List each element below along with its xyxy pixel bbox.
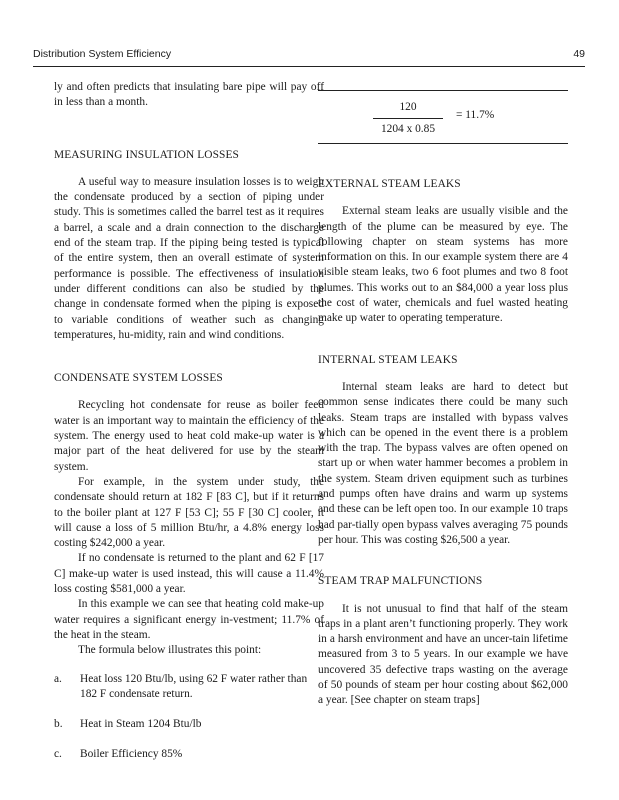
continued-paragraph: ly and often predicts that insulating bare pipe will pay off in less than a month. bbox=[54, 81, 324, 109]
paragraph-condensate-5: The formula below illustrates this point: bbox=[78, 644, 262, 657]
heading-condensate-system-losses: CONDENSATE SYSTEM LOSSES bbox=[54, 372, 223, 385]
left-column bbox=[54, 80, 324, 763]
list-marker: a. bbox=[54, 672, 62, 685]
fraction bbox=[373, 100, 443, 138]
right-column bbox=[318, 80, 568, 709]
list-marker: c. bbox=[54, 748, 62, 761]
fraction-denominator: 1204 x 0.85 bbox=[380, 123, 436, 136]
list-text: Heat in Steam 1204 Btu/lb bbox=[80, 718, 202, 731]
heading-steam-trap-malfunctions: STEAM TRAP MALFUNCTIONS bbox=[318, 575, 483, 588]
list-text: Heat loss 120 Btu/lb, using 62 F water rather than 182 F condensate return. bbox=[80, 672, 308, 700]
heading-external-steam-leaks: EXTERNAL STEAM LEAKS bbox=[318, 178, 461, 190]
paragraph-condensate-1: Recycling hot condensate for reuse as boiler feed water is an important way to maintain the efficiency of the system. The energy used to heat cold make-up water is a major part of the heat delivered for use by the steam system. bbox=[54, 399, 324, 473]
paragraph-traps: It is not unusual to find that half of the steam traps in a plant aren’t functioning properly. They work in a harsh environment and have an uncer-tain lifetime measured from 3 to 5 years. In our example we have uncovered 35 defective traps wasting on the average of 50 pounds of steam per hour costing about $62,000 a year. [See chapter on steam traps] bbox=[318, 602, 568, 707]
heading-measuring-insulation-losses: MEASURING INSULATION LOSSES bbox=[54, 148, 239, 161]
fraction-numerator: 120 bbox=[373, 100, 443, 119]
list-marker: b. bbox=[54, 718, 63, 731]
running-title: Distribution System Efficiency bbox=[33, 48, 172, 60]
paragraph-external: External steam leaks are usually visible and the length of the plume can be measured by eye. The following chapter on steam systems has more information on this. In our example system there are 4 visible steam leaks, two 6 foot plumes and two 8 foot plumes. This works out to an $84,000 a year loss plus the cost of water, chemicals and fuel wasted heating make up water to operating temperature. bbox=[318, 205, 568, 325]
list-text: Boiler Efficiency 85% bbox=[80, 748, 183, 761]
running-header bbox=[33, 48, 585, 62]
list-item bbox=[54, 717, 324, 732]
formula-result: = 11.7% bbox=[456, 109, 495, 121]
paragraph-condensate-3: If no condensate is returned to the plant and 62 F [17 C] make-up water is used instead, this will cause a 11.4% loss costing $581,000 a year. bbox=[54, 552, 324, 596]
paragraph-measuring: A useful way to measure insulation losses is to weigh the condensate produced by a section of piping under study. This is sometimes called the barrel test as it requires a barrel, a scale and a drain connection to the discharge end of the steam trap. If the piping being tested is typical of the entire system, then an overall estimate of system performance is possible. The effectiveness of insulation under different conditions can also be studied by the change in condensate formed when the piping is exposed to variable conditions of weather such as changing temperatures, hu-midity, rain and wind conditions. bbox=[54, 175, 324, 341]
page-number: 49 bbox=[573, 48, 585, 60]
paragraph-internal: Internal steam leaks are hard to detect but common sense indicates there could be many such leaks. Steam traps are installed with bypass valves which can be opened in the event there is a problem with the trap. The bypass valves are often opened on start up or when water hammer becomes a problem in the system. Steam driven equipment such as turbines and pumps often have drains and warm up systems and these can be left open too. In our example 10 traps had par-tially open bypass valves averaging 75 pounds per hour. This was costing $26,500 a year. bbox=[318, 380, 568, 546]
paragraph-condensate-4: In this example we can see that heating cold make-up water requires a significant energy in-vestment; 11.7% of the heat in the steam. bbox=[54, 598, 324, 641]
heading-internal-steam-leaks: INTERNAL STEAM LEAKS bbox=[318, 353, 458, 366]
formula-inputs-list bbox=[54, 672, 324, 763]
list-item bbox=[54, 747, 324, 762]
formula-box bbox=[318, 90, 568, 144]
list-item bbox=[54, 672, 324, 703]
paragraph-condensate-2: For example, in the system under study, the condensate should return at 182 F [83 C], but if it returns to the boiler plant at 127 F [53 C]; 55 F [30 C] cooler, it will cause a loss of 5 million Btu/hr, a 4.8% energy loss costing $242,000 a year. bbox=[54, 475, 324, 550]
header-rule bbox=[33, 66, 585, 67]
